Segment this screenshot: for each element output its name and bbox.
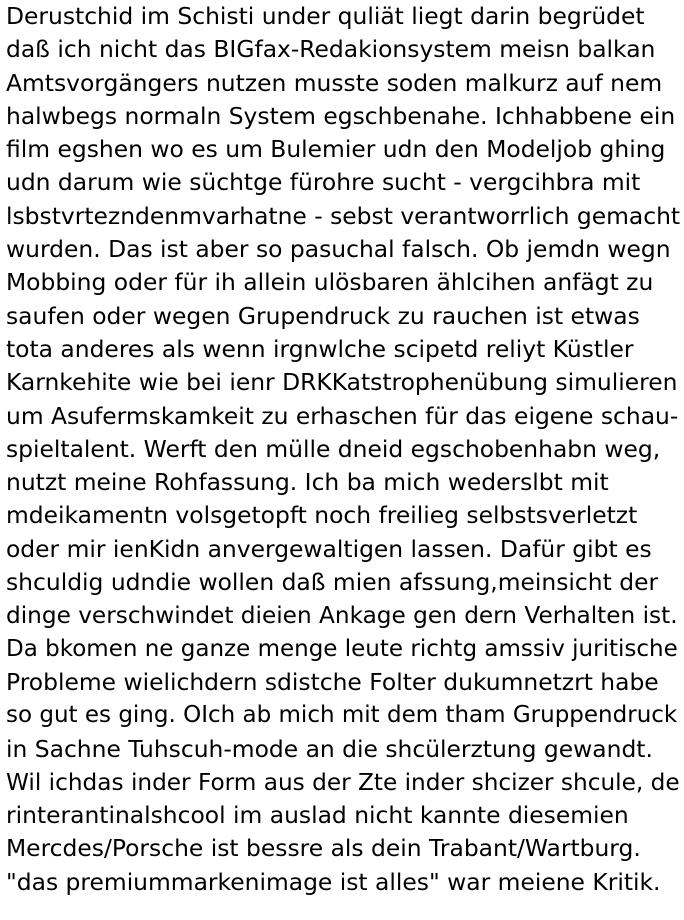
text-line: dinge verschwindet dieien Ankage gen dern Verhalten ist.: [6, 602, 678, 630]
text-line: spieltalent. Werft den mülle dneid egschobenhabn weg,: [6, 434, 661, 463]
text-line: lsbstvrteznden​mvarhatne - sebst verantworrlich gemacht: [6, 201, 681, 230]
text-line: mdeikamentn volsgetopft noch freilieg selbstsverletzt: [6, 501, 638, 530]
text-line: udn darum wie süchtge fürohre sucht - vergcihbra mit: [6, 168, 641, 197]
text-line: halwbegs normaln System egschbenahe. Ichhabbene ein: [6, 101, 676, 130]
text-line: Probleme wielichdern sdistche Folter dukumnetzrt habe: [6, 667, 659, 696]
text-line: wurden. Das ist aber so pasuchal falsch. Ob jemdn wegn: [6, 235, 671, 264]
text-line: "das premiummarkenimage ist alles" war meiene Kritik.: [6, 867, 661, 896]
text-line: Amtsvorgängers nutzen musste soden malkurz auf nem: [6, 68, 663, 97]
text-line: tota anderes als wenn irgnwlche scipetd reliyt Küstler: [6, 334, 634, 363]
text-line: in Sachne Tuhscuh-mode an die shcülerztung gewandt.: [6, 734, 653, 763]
text-line: Mercdes/Porsche ist bessre als dein Trabant/Wartburg.: [6, 834, 641, 863]
text-line: film egshen wo es um Bulemier udn den Modeljob ghing: [6, 135, 666, 164]
text-line: rinterantinalshcool im auslad nicht kannte diesemien: [6, 801, 629, 830]
body-text: [6, 0, 682, 899]
text-line: so gut es ging. OIch ab mich mit dem tham Gruppendruck: [6, 702, 678, 729]
text-line: daß ich nicht das BIGfax-Redakionsystem meisn balkan: [6, 35, 656, 64]
text-line: Wil ichdas inder Form aus der Zte inder shcizer shcule, de: [6, 768, 680, 796]
text-line: saufen oder wegen Grupendruck zu rauchen ist etwas: [6, 301, 640, 330]
text-line: oder mir ienKidn anvergewaltigen lassen. Dafür gibt es: [6, 534, 652, 563]
text-line: Derustchid im Schisti under quliät liegt darin begrüdet: [6, 2, 645, 30]
text-line: nutzt meine Rohfassung. Ich ba mich wederslbt mit: [6, 468, 609, 497]
text-line: Da bkomen ne ganze menge leute richtg amssiv juritische: [6, 635, 678, 662]
text-line: Mobbing oder für ih allein ulösbaren ählcihen anfägt zu: [6, 268, 654, 297]
text-line: Karnkehite wie bei ienr DRKKatstrophenübung simulieren: [6, 368, 678, 397]
text-line: shculdig udndie wollen daß mien afssung,meinsicht der: [6, 568, 659, 597]
text-line: um Asufermskamkeit zu erhaschen für das eigene schau-: [6, 401, 679, 430]
